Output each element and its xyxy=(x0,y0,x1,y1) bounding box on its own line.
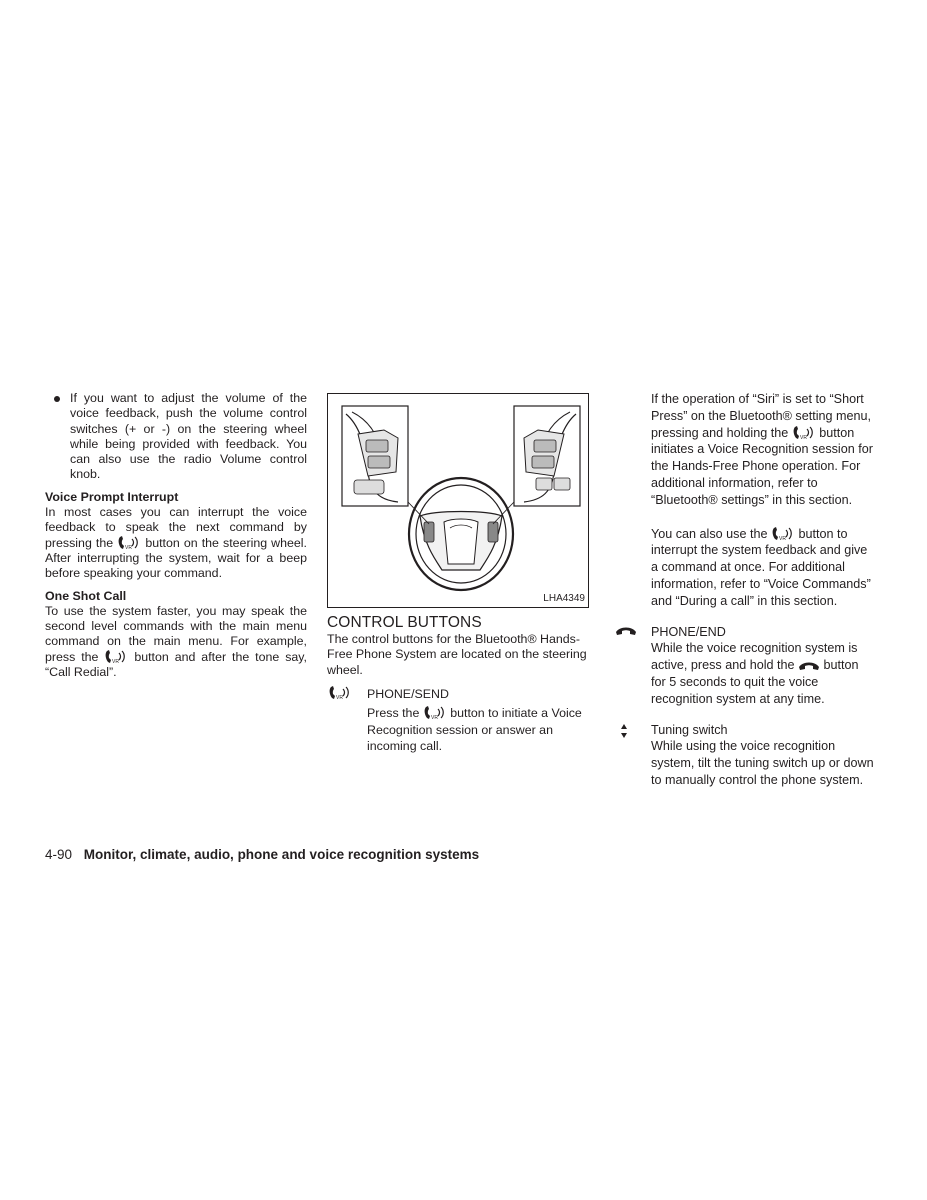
siri-paragraph xyxy=(651,391,875,509)
phone-send-title: PHONE/SEND xyxy=(367,686,449,701)
volume-bullet xyxy=(45,391,307,483)
page-number: 4-90 xyxy=(45,847,73,862)
steering-wheel-illustration xyxy=(328,394,588,607)
phone-end-item xyxy=(651,624,875,708)
tuning-switch-body: While using the voice recognition system, tilt the tuning switch up or down to manually control the phone system. xyxy=(651,739,874,787)
middle-column xyxy=(327,393,591,755)
svg-text:VR: VR xyxy=(112,658,120,664)
osc-text-a: To use the system faster, you may speak the second level commands with the main menu command on the main menu. For example, press the xyxy=(45,603,307,664)
tuning-switch-title: Tuning switch xyxy=(651,722,728,737)
figure-code: LHA4349 xyxy=(543,593,585,604)
page-footer xyxy=(45,847,479,863)
phone-send-icon xyxy=(771,527,795,541)
right-column xyxy=(651,391,875,789)
tuning-switch-icon xyxy=(620,723,628,744)
control-buttons-intro: The control buttons for the Bluetooth® Hands-Free Phone System are located on the steering wheel. xyxy=(327,632,587,677)
tuning-switch-item xyxy=(651,722,875,789)
interrupt-paragraph xyxy=(651,526,875,610)
phone-send-icon xyxy=(328,686,352,704)
phone-end-text-a: While the voice recognition system is active, press and hold the xyxy=(651,641,858,673)
voice-prompt-interrupt-heading: Voice Prompt Interrupt xyxy=(45,489,179,504)
also-text-a: You can also use the xyxy=(651,526,768,541)
svg-text:VR: VR xyxy=(799,434,807,440)
siri-text-b: button initiates a Voice Recognition session for the Hands-Free Phone operation. For additional information, refer to “Bluetooth® settings” in this section. xyxy=(651,425,873,507)
siri-text-a: If the operation of “Siri” is set to “Short Press” on the Bluetooth® setting menu, pressing and holding the xyxy=(651,392,871,440)
phone-send-item xyxy=(327,686,591,755)
phone-send-icon xyxy=(117,536,141,550)
one-shot-call-heading: One Shot Call xyxy=(45,588,127,603)
svg-text:VR: VR xyxy=(778,535,786,541)
bullet-dot xyxy=(54,396,60,402)
svg-text:VR: VR xyxy=(430,714,438,720)
phone-end-text-b: button for 5 seconds to quit the voice recognition system at any time. xyxy=(651,658,859,706)
volume-bullet-text: If you want to adjust the volume of the voice feedback, push the volume control switches (+ or -) on the steering wheel while being provided with feedback. You can also use the radio Volume control knob. xyxy=(70,391,307,482)
phone-end-body xyxy=(651,640,875,707)
osc-text-b: button and after the tone say, “Call Redial”. xyxy=(45,649,308,680)
one-shot-call-paragraph xyxy=(45,604,307,680)
phone-send-icon xyxy=(792,426,816,440)
steering-wheel-figure xyxy=(327,393,589,608)
control-buttons-heading: CONTROL BUTTONS xyxy=(327,614,482,631)
phone-end-title: PHONE/END xyxy=(651,624,726,639)
phone-send-icon xyxy=(104,650,128,664)
also-text-b: button to interrupt the system feedback and give a command at once. For additional information, refer to “Voice Commands” and “During a call” in this section. xyxy=(651,526,871,608)
phone-send-body xyxy=(367,705,591,755)
phone-send-icon xyxy=(423,706,447,720)
svg-text:VR: VR xyxy=(336,694,343,700)
vpi-text-a: In most cases you can interrupt the voice feedback to speak the next command by pressing the xyxy=(45,505,307,550)
svg-text:VR: VR xyxy=(125,544,133,550)
phone-end-icon xyxy=(798,660,820,672)
left-column xyxy=(45,391,307,680)
voice-prompt-interrupt-paragraph xyxy=(45,505,307,581)
vpi-text-b: button on the steering wheel. After interrupting the system, wait for a beep before speaking your command. xyxy=(45,535,307,581)
chapter-title: Monitor, climate, audio, phone and voice recognition systems xyxy=(83,847,480,862)
phone-send-text-a: Press the xyxy=(367,705,420,720)
phone-send-text-b: button to initiate a Voice Recognition session or answer an incoming call. xyxy=(367,705,582,754)
phone-end-icon xyxy=(615,625,637,642)
